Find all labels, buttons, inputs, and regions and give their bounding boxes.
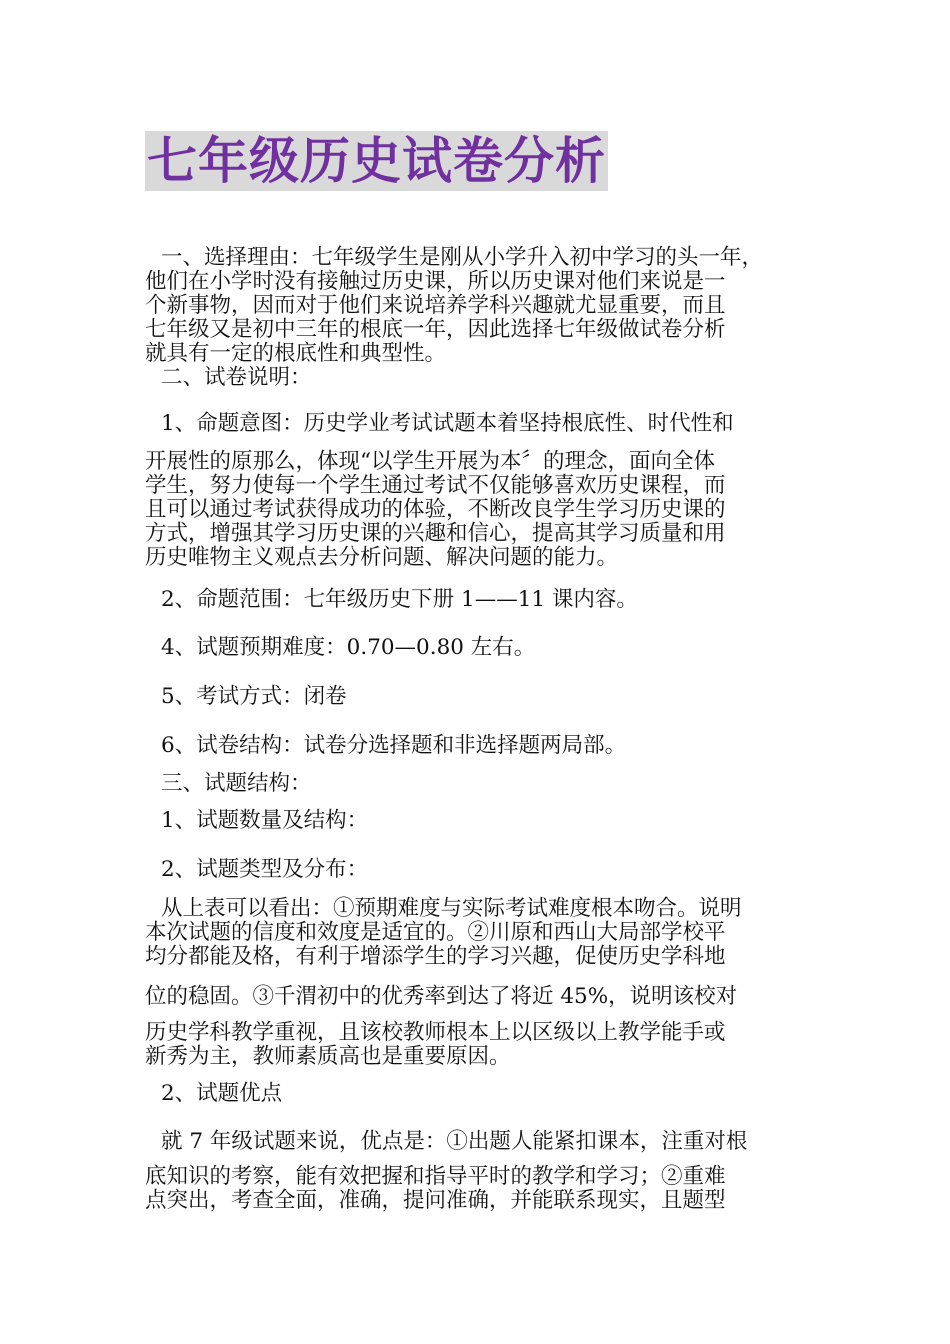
paragraph-table-analysis [145, 897, 810, 969]
document-title: 七年级历史试卷分析 [147, 132, 606, 190]
text-line: 均分都能及格，有利于增添学生的学习兴趣，促使历史学科地 [145, 944, 726, 969]
text-line: 学生，努力使每一个学生通过考试不仅能够喜欢历史课程，而 [145, 473, 726, 498]
text-line: 历史学科教学重视，且该校教师根本上以区级以上教学能手或 [145, 1020, 726, 1045]
paragraph-advantages [145, 1127, 810, 1157]
text-line: 一、选择理由：七年级学生是刚从小学升入初中学习的头一年， [161, 245, 764, 270]
paragraph-table-analysis-cont [145, 982, 810, 1012]
list-item-exam-mode [145, 682, 810, 712]
paragraph-advantages-cont [145, 1165, 810, 1213]
section-heading: 三、试题结构： [161, 771, 312, 796]
text-line: 4、试题预期难度：0.70—0.80 左右。 [161, 635, 536, 660]
text-line: 位的稳固。③千渭初中的优秀率到达了将近 45%，说明该校对 [145, 984, 738, 1009]
text-line: 2、命题范围：七年级历史下册 1——11 课内容。 [161, 587, 638, 612]
text-line: 1、试题数量及结构： [161, 808, 369, 833]
list-item-scope [145, 585, 810, 615]
section-heading: 二、试卷说明： [161, 365, 312, 390]
subitem-types [145, 855, 810, 885]
text-line: 七年级又是初中三年的根底一年，因此选择七年级做试卷分析 [145, 317, 726, 342]
text-line: 5、考试方式：闭卷 [161, 684, 347, 709]
paragraph-table-analysis-end [145, 1021, 810, 1069]
subitem-count [145, 806, 810, 836]
text-line: 个新事物，因而对于他们来说培养学科兴趣就尤显重要，而且 [145, 293, 726, 318]
list-item-paper-structure [145, 731, 810, 761]
text-line: 就 7 年级试题来说，优点是：①出题人能紧扣课本，注重对根 [161, 1129, 748, 1154]
text-line: 底知识的考察，能有效把握和指导平时的教学和学习；②重难 [145, 1164, 726, 1189]
text-line: 新秀为主，教师素质高也是重要原因。 [145, 1044, 511, 1069]
text-line: 从上表可以看出：①预期难度与实际考试难度根本吻合。说明 [161, 896, 742, 921]
text-line: 开展性的原那么，体现“以学生开展为本〞的理念，面向全体 [145, 449, 715, 474]
text-line: 且可以通过考试获得成功的体验，不断改良学生学习历史课的 [145, 497, 726, 522]
text-line: 1、命题意图：历史学业考试试题本着坚持根底性、时代性和 [161, 411, 734, 436]
text-line: 历史唯物主义观点去分析问题、解决问题的能力。 [145, 545, 619, 570]
section-question-structure [145, 772, 810, 796]
text-line: 他们在小学时没有接触过历史课，所以历史课对他们来说是一 [145, 269, 726, 294]
text-line: 方式，增强其学习历史课的兴趣和信心，提高其学习质量和用 [145, 521, 726, 546]
list-item-difficulty [145, 633, 810, 663]
paragraph-selection-reason [145, 246, 810, 390]
text-line: 本次试题的信度和效度是适宜的。②川原和西山大局部学校平 [145, 920, 726, 945]
text-line: 6、试卷结构：试卷分选择题和非选择题两局部。 [161, 733, 627, 758]
text-line: 2、试题类型及分布： [161, 857, 369, 882]
subitem-advantages [145, 1079, 810, 1109]
text-line: 就具有一定的根底性和典型性。 [145, 341, 447, 366]
text-line: 2、试题优点 [161, 1081, 283, 1106]
text-line: 点突出，考查全面，准确，提问准确，并能联系现实，且题型 [145, 1188, 726, 1213]
paragraph-design-intent-cont [145, 450, 810, 570]
paragraph-design-intent [145, 409, 810, 439]
